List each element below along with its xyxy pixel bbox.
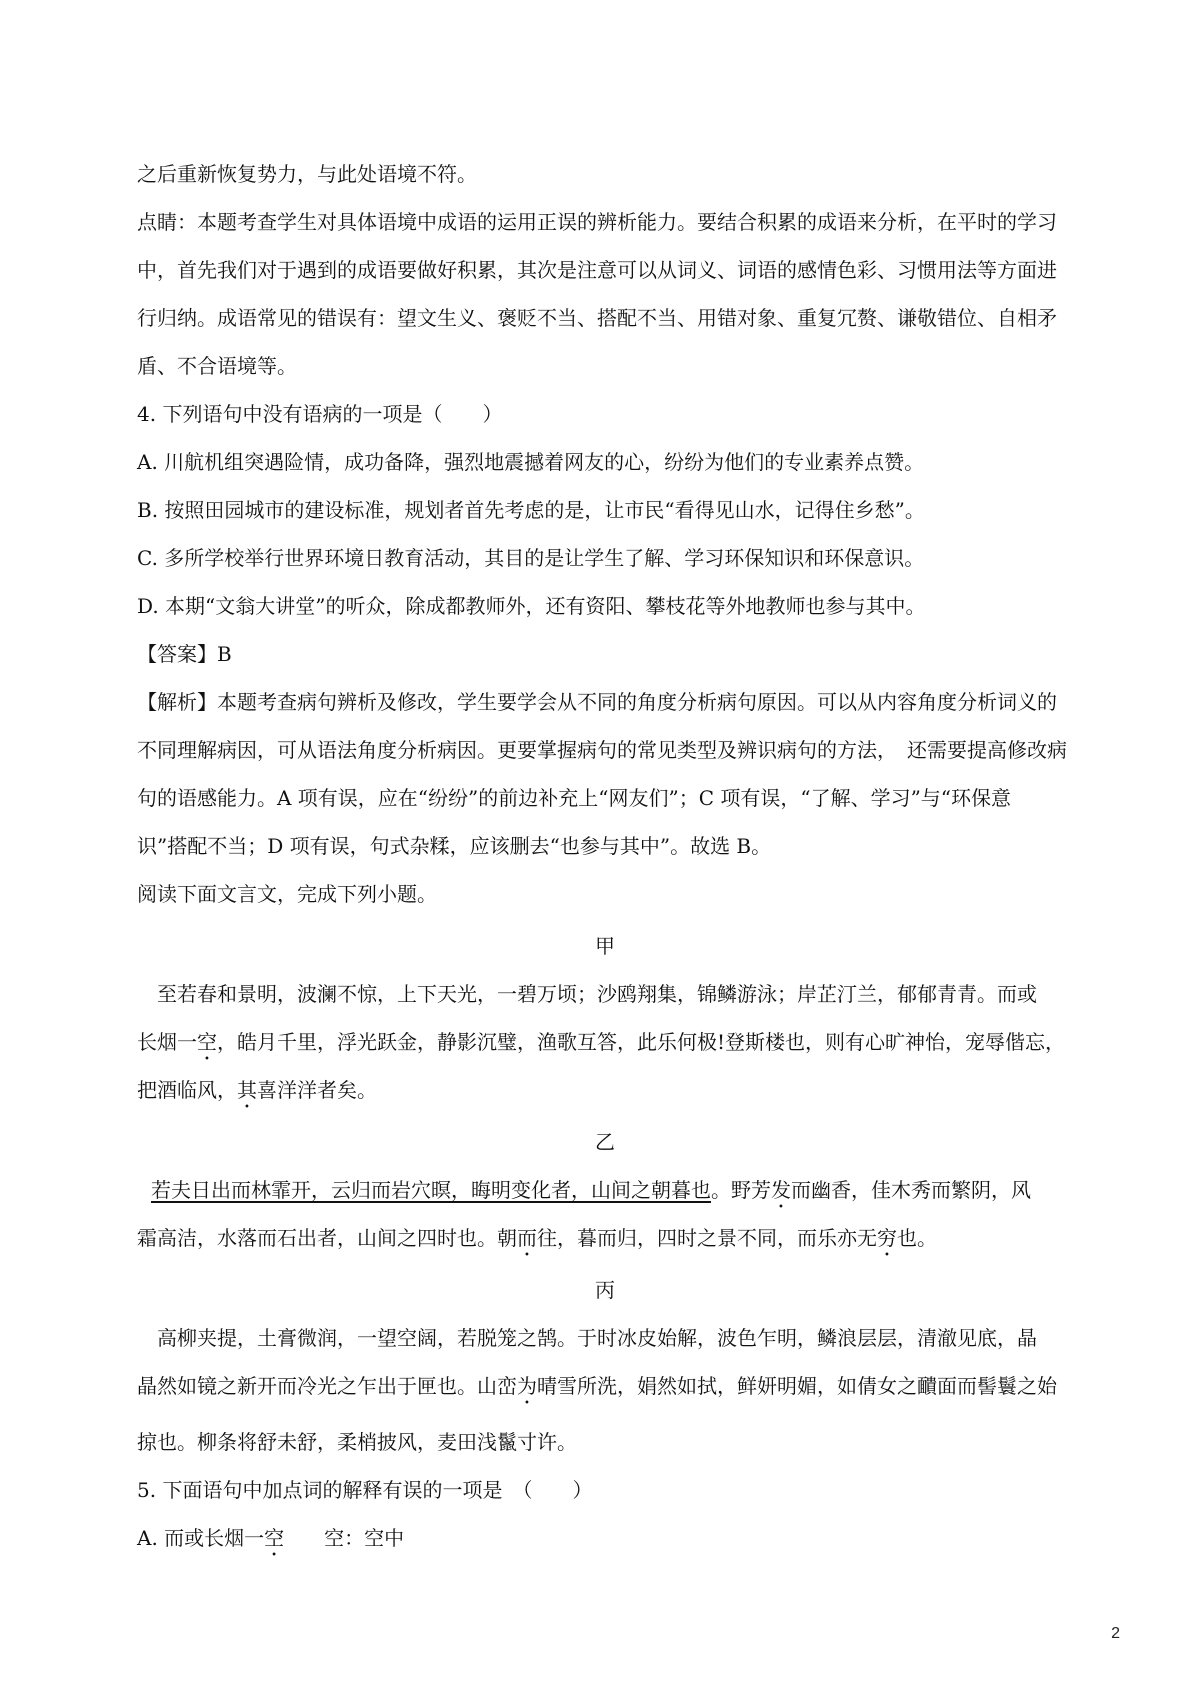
tip-line: 点睛：本题考查学生对具体语境中成语的运用正误的辨析能力。要结合积累的成语来分析，在平时的学习 (137, 210, 1057, 234)
dotted-word: 穷 (877, 1226, 897, 1250)
document-content (137, 150, 1073, 1562)
tip-line: 盾、不合语境等。 (137, 354, 297, 378)
answer-line: 【答案】B (137, 642, 232, 666)
dotted-word: 空 (264, 1526, 285, 1550)
passage-yi-line: 霜高洁，水落而石出者，山间之四时也。朝而往，暮而归，四时之景不同，而乐亦无穷也。 (137, 1226, 937, 1250)
reading-intro: 阅读下面文言文，完成下列小题。 (137, 882, 437, 906)
page-number: 2 (1111, 1625, 1120, 1642)
question-4-option-c: C. 多所学校举行世界环境日教育活动，其目的是让学生了解、学习环保知识和环保意识。 (137, 546, 925, 570)
passage-bing-line: 高柳夹提，土膏微润，一望空阔，若脱笼之鹄。于时冰皮始解，波色乍明，鳞浪层层，清澈见底，晶 (157, 1326, 1037, 1350)
dotted-word: 为 (517, 1374, 537, 1398)
analysis-line: 不同理解病因，可从语法角度分析病因。更要掌握病句的常见类型及辨识病句的方法， 还需要提高修改病 (137, 738, 1067, 762)
question-4-option-d: D. 本期“文翁大讲堂”的听众，除成都教师外，还有资阳、攀枝花等外地教师也参与其中。 (137, 594, 926, 618)
question-4-stem: 4. 下列语句中没有语病的一项是（ ） (137, 402, 503, 426)
analysis-line: 【解析】本题考查病句辨析及修改，学生要学会从不同的角度分析病句原因。可以从内容角度分析词义的 (137, 690, 1057, 714)
passage-jia-line: 长烟一空，皓月千里，浮光跃金，静影沉璧，渔歌互答，此乐何极!登斯楼也，则有心旷神怡，宠辱偕忘， (137, 1030, 1066, 1054)
text-line: 之后重新恢复势力，与此处语境不符。 (137, 162, 477, 186)
passage-bing-line: 掠也。柳条将舒未舒，柔梢披风，麦田浅鬣寸许。 (137, 1430, 577, 1454)
passage-bing-heading: 丙 (595, 1278, 615, 1302)
dotted-word: 空 (197, 1030, 217, 1054)
passage-bing-line: 晶然如镜之新开而冷光之乍出于匣也。山峦为晴雪所洗，娟然如拭，鲜妍明媚，如倩女之靧面而髻鬟之始 (137, 1374, 1057, 1398)
question-5-option-a: A. 而或长烟一空 空：空中 (137, 1526, 405, 1550)
tip-line: 中，首先我们对于遇到的成语要做好积累，其次是注意可以从词义、词语的感情色彩、习惯用法等方面进 (137, 258, 1057, 282)
question-4-option-b: B. 按照田园城市的建设标准，规划者首先考虑的是，让市民“看得见山水，记得住乡愁”。 (137, 498, 925, 522)
dotted-word: 其 (237, 1078, 257, 1102)
analysis-line: 句的语感能力。A 项有误，应在“纷纷”的前边补充上“网友们”；C 项有误，“了解、学习”与“环保意 (137, 786, 1012, 810)
tip-line: 行归纳。成语常见的错误有：望文生义、褒贬不当、搭配不当、用错对象、重复冗赘、谦敬错位、自相矛 (137, 306, 1057, 330)
passage-yi-heading: 乙 (595, 1130, 615, 1154)
passage-jia-heading: 甲 (595, 934, 615, 958)
analysis-line: 识”搭配不当；D 项有误，句式杂糅，应该删去“也参与其中”。故选 B。 (137, 834, 772, 858)
question-4-option-a: A. 川航机组突遇险情，成功备降，强烈地震撼着网友的心，纷纷为他们的专业素养点赞。 (137, 450, 925, 474)
dotted-word: 发 (771, 1178, 791, 1202)
underlined-sentence: 若夫日出而林霏开，云归而岩穴暝，晦明变化者，山间之朝暮也 (151, 1178, 711, 1202)
passage-jia-line: 把酒临风，其喜洋洋者矣。 (137, 1078, 377, 1102)
dotted-word: 而 (517, 1226, 537, 1250)
question-5-stem: 5. 下面语句中加点词的解释有误的一项是 （ ） (137, 1478, 593, 1502)
passage-jia-line: 至若春和景明，波澜不惊，上下天光，一碧万顷；沙鸥翔集，锦鳞游泳；岸芷汀兰，郁郁青青。而或 (157, 982, 1037, 1006)
passage-yi-line: 若夫日出而林霏开，云归而岩穴暝，晦明变化者，山间之朝暮也。野芳发而幽香，佳木秀而繁阴，风 (151, 1178, 1031, 1202)
